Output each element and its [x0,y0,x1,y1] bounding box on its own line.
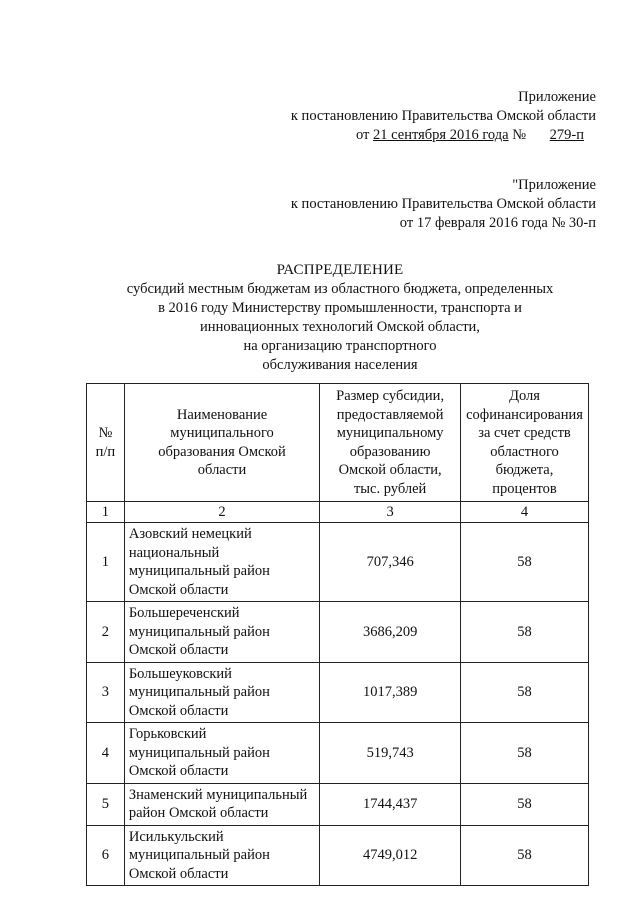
municipality-name: Знаменский муниципальный район Омской области [124,783,319,825]
header-number: № п/п [87,384,125,502]
row-number: 3 [87,662,125,723]
subsidy-amount: 519,743 [320,723,461,784]
column-index: 4 [461,502,589,523]
row-number: 5 [87,783,125,825]
subsidy-table [86,383,589,886]
appendix-header [291,88,596,145]
header-municipality: Наименование муниципального образования Омской области [124,384,319,502]
cofinancing-share: 58 [461,825,589,886]
original-date-line: от 17 февраля 2016 года № 30-п [399,215,596,231]
document-title [60,261,620,375]
table-row [87,783,589,825]
cofinancing-share: 58 [461,602,589,663]
resolution-number: 279-п [549,127,584,143]
original-appendix-title: "Приложение [512,177,596,193]
subsidy-amount: 1744,437 [320,783,461,825]
municipality-name: Горьковский муниципальный район Омской области [124,723,319,784]
title-line: на организацию транспортного [243,338,437,354]
appendix-resolution-line: к постановлению Правительства Омской области [290,108,596,124]
municipality-name: Азовский немецкий национальный муниципальный район Омской области [124,523,319,602]
cofinancing-share: 58 [461,523,589,602]
table-row [87,723,589,784]
title-line: инновационных технологий Омской области, [200,319,480,335]
original-appendix-header [291,176,596,233]
header-cofinancing-share: Доля софинансирования за счет средств областного бюджета, процентов [461,384,589,502]
cofinancing-share: 58 [461,723,589,784]
column-index: 3 [320,502,461,523]
subsidy-amount: 707,346 [320,523,461,602]
subsidy-amount: 1017,389 [320,662,461,723]
resolution-date: 21 сентября 2016 года [373,127,509,143]
subsidy-amount: 3686,209 [320,602,461,663]
document-heading: РАСПРЕДЕЛЕНИЕ [276,262,404,278]
table-header-row [87,384,589,502]
header-subsidy-amount: Размер субсидии, предоставляемой муниципальному образованию Омской области, тыс. рублей [320,384,461,502]
row-number: 1 [87,523,125,602]
appendix-date-line [291,126,596,145]
table-row [87,523,589,602]
column-index-row [87,502,589,523]
municipality-name: Исилькульский муниципальный район Омской области [124,825,319,886]
subsidy-amount: 4749,012 [320,825,461,886]
row-number: 2 [87,602,125,663]
municipality-name: Большереченский муниципальный район Омской области [124,602,319,663]
cofinancing-share: 58 [461,662,589,723]
column-index: 1 [87,502,125,523]
row-number: 6 [87,825,125,886]
municipality-name: Большеуковский муниципальный район Омской области [124,662,319,723]
original-resolution-line: к постановлению Правительства Омской области [290,196,596,212]
table-row [87,662,589,723]
number-sign: № [512,127,527,143]
row-number: 4 [87,723,125,784]
title-line: в 2016 году Министерству промышленности, транспорта и [158,300,522,316]
column-index: 2 [124,502,319,523]
table-row [87,825,589,886]
title-line: обслуживания населения [262,357,418,373]
cofinancing-share: 58 [461,783,589,825]
date-prefix: от [356,127,370,143]
table-row [87,602,589,663]
appendix-title: Приложение [518,89,596,105]
title-line: субсидий местным бюджетам из областного бюджета, определенных [126,281,554,297]
